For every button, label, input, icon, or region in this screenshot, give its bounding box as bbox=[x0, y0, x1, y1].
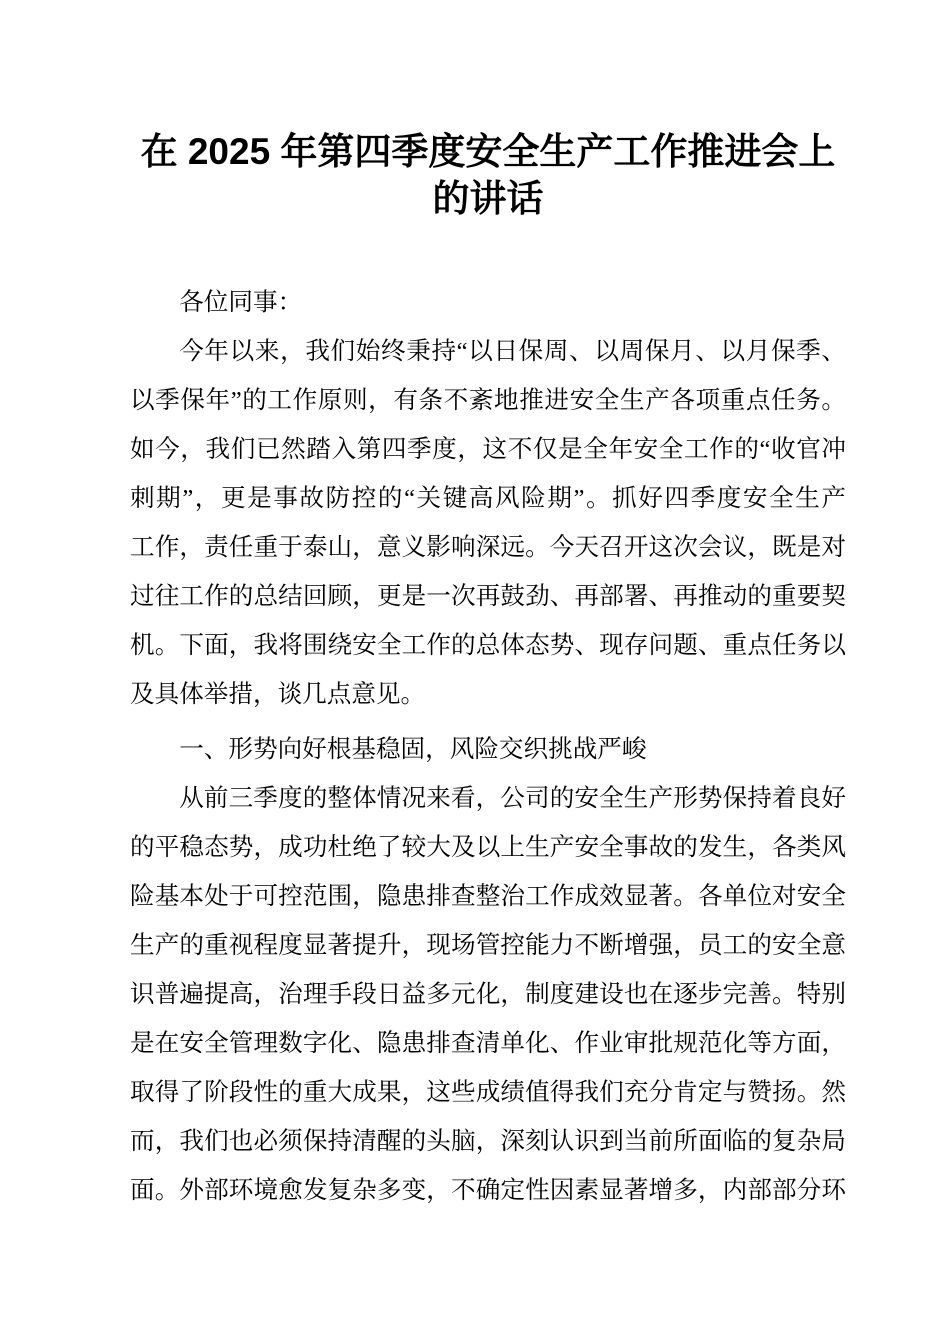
paragraph-line: 及具体举措，谈几点意见。 bbox=[130, 681, 426, 708]
paragraph-line: 生产的重视程度显著提升，现场管控能力不断增强，员工的安全意 bbox=[130, 932, 846, 959]
document-title-line1: 在 2025 年第四季度安全生产工作推进会上 bbox=[140, 131, 836, 172]
paragraph-line: 如今，我们已然踏入第四季度，这不仅是全年安全工作的“收官冲 bbox=[130, 436, 846, 463]
document-body bbox=[130, 278, 846, 1215]
document-title bbox=[130, 0, 846, 222]
paragraph-line: 过往工作的总结回顾，更是一次再鼓劲、再部署、再推动的重要契 bbox=[130, 583, 846, 610]
paragraph-line: 以季保年”的工作原则，有条不紊地推进安全生产各项重点任务。 bbox=[130, 387, 846, 414]
section-heading: 一、形势向好根基稳固，风险交织挑战严峻 bbox=[179, 736, 647, 763]
paragraph-line: 识普遍提高，治理手段日益多元化，制度建设也在逐步完善。特别 bbox=[130, 981, 846, 1008]
paragraph-line: 机。下面，我将围绕安全工作的总体态势、现存问题、重点任务以 bbox=[130, 632, 846, 659]
paragraph-line: 工作，责任重于泰山，意义影响深远。今天召开这次会议，既是对 bbox=[130, 534, 846, 561]
paragraph-line: 险基本处于可控范围，隐患排查整治工作成效显著。各单位对安全 bbox=[130, 883, 846, 910]
salutation: 各位同事： bbox=[179, 289, 303, 316]
paragraph-line: 从前三季度的整体情况来看，公司的安全生产形势保持着良好 bbox=[179, 785, 846, 812]
paragraph-line: 是在安全管理数字化、隐患排查清单化、作业审批规范化等方面， bbox=[130, 1030, 846, 1057]
paragraph-line: 而，我们也必须保持清醒的头脑，深刻认识到当前所面临的复杂局 bbox=[130, 1128, 846, 1155]
paragraph-line: 的平稳态势，成功杜绝了较大及以上生产安全事故的发生，各类风 bbox=[130, 834, 846, 861]
paragraph-line: 面。外部环境愈发复杂多变，不确定性因素显著增多，内部部分环 bbox=[130, 1177, 846, 1204]
document-title-line2: 的讲话 bbox=[432, 178, 544, 219]
paragraph-line: 刺期”，更是事故防控的“关键高风险期”。抓好四季度安全生产 bbox=[130, 485, 846, 512]
paragraph-line: 今年以来，我们始终秉持“以日保周、以周保月、以月保季、 bbox=[179, 338, 846, 365]
paragraph-line: 取得了阶段性的重大成果，这些成绩值得我们充分肯定与赞扬。然 bbox=[130, 1079, 846, 1106]
